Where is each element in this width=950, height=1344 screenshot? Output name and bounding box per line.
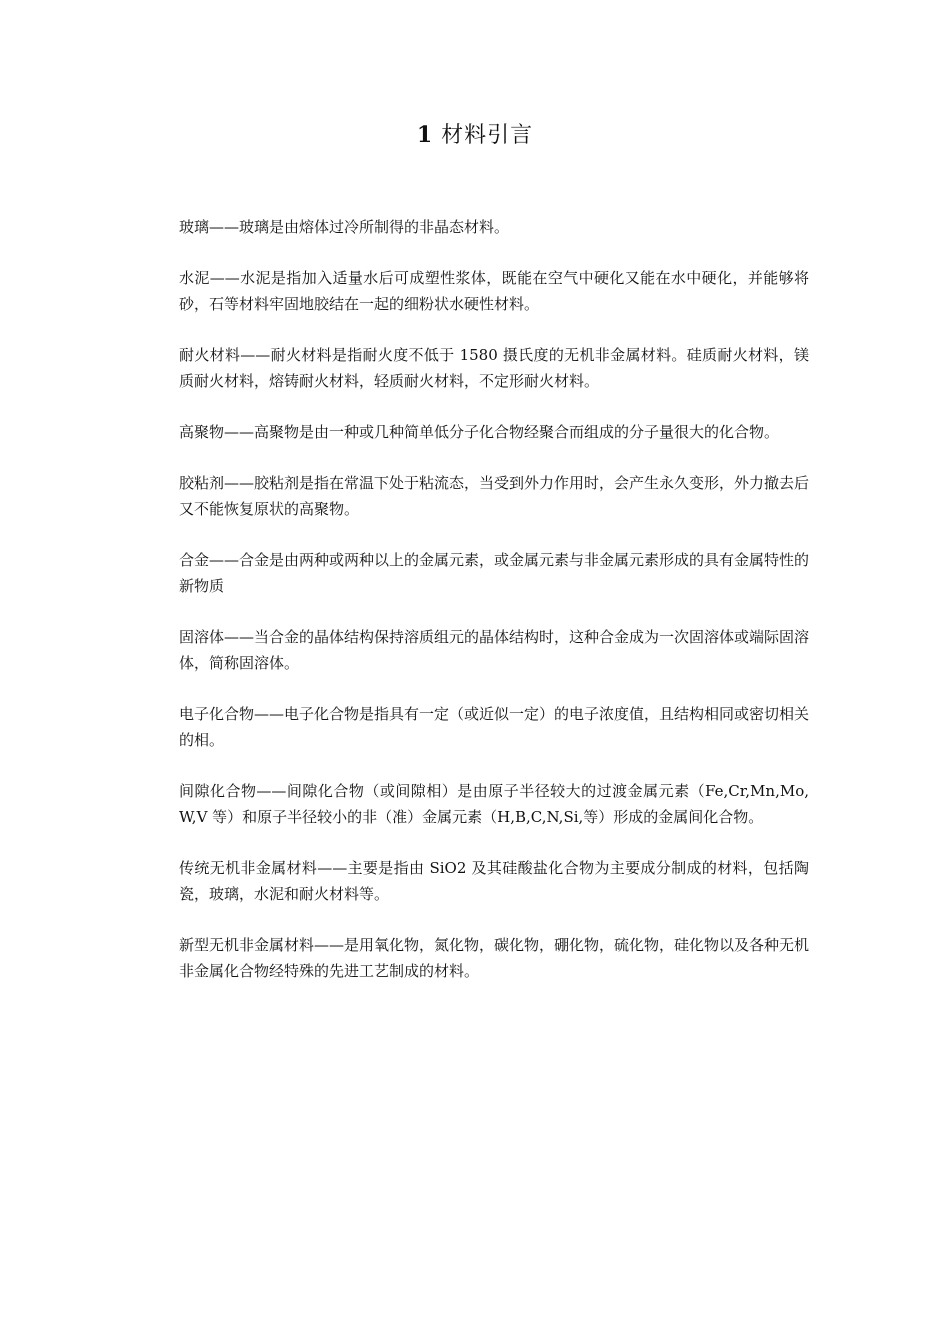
definition-alloy: 合金——合金是由两种或两种以上的金属元素，或金属元素与非金属元素形成的具有金属特性的新物质 <box>179 551 810 595</box>
definition-glass: 玻璃——玻璃是由熔体过冷所制得的非晶态材料。 <box>179 218 510 236</box>
definition-polymer: 高聚物——高聚物是由一种或几种简单低分子化合物经聚合而组成的分子量很大的化合物。 <box>179 423 780 441</box>
definition-interstitial-compound: 间隙化合物——间隙化合物（或间隙相）是由原子半径较大的过渡金属元素（Fe,Cr,Mn,Mo,W,V 等）和原子半径较小的非（准）金属元素（H,B,C,N,Si,等）形成的金属间化合物。 <box>179 782 809 826</box>
page-title <box>0 118 950 153</box>
definition-traditional-inorganic: 传统无机非金属材料——主要是指由 SiO2 及其硅酸盐化合物为主要成分制成的材料，包括陶瓷，玻璃，水泥和耐火材料等。 <box>179 859 809 903</box>
definition-adhesive: 胶粘剂——胶粘剂是指在常温下处于粘流态，当受到外力作用时，会产生永久变形，外力撤去后又不能恢复原状的高聚物。 <box>179 474 810 518</box>
definitions-list <box>179 214 809 1009</box>
title-text: 材料引言 <box>441 123 534 148</box>
definition-solid-solution: 固溶体——当合金的晶体结构保持溶质组元的晶体结构时，这种合金成为一次固溶体或端际固溶体，简称固溶体。 <box>179 628 810 672</box>
definition-electron-compound: 电子化合物——电子化合物是指具有一定（或近似一定）的电子浓度值，且结构相同或密切相关的相。 <box>179 705 810 749</box>
title-number: 1 <box>416 122 434 148</box>
definition-cement: 水泥——水泥是指加入适量水后可成塑性浆体，既能在空气中硬化又能在水中硬化，并能够将砂，石等材料牢固地胶结在一起的细粉状水硬性材料。 <box>179 269 809 313</box>
definition-refractory: 耐火材料——耐火材料是指耐火度不低于 1580 摄氏度的无机非金属材料。硅质耐火材料，镁质耐火材料，熔铸耐火材料，轻质耐火材料，不定形耐火材料。 <box>179 346 809 390</box>
definition-new-inorganic: 新型无机非金属材料——是用氧化物，氮化物，碳化物，硼化物，硫化物，硅化物以及各种无机非金属化合物经特殊的先进工艺制成的材料。 <box>179 936 810 980</box>
